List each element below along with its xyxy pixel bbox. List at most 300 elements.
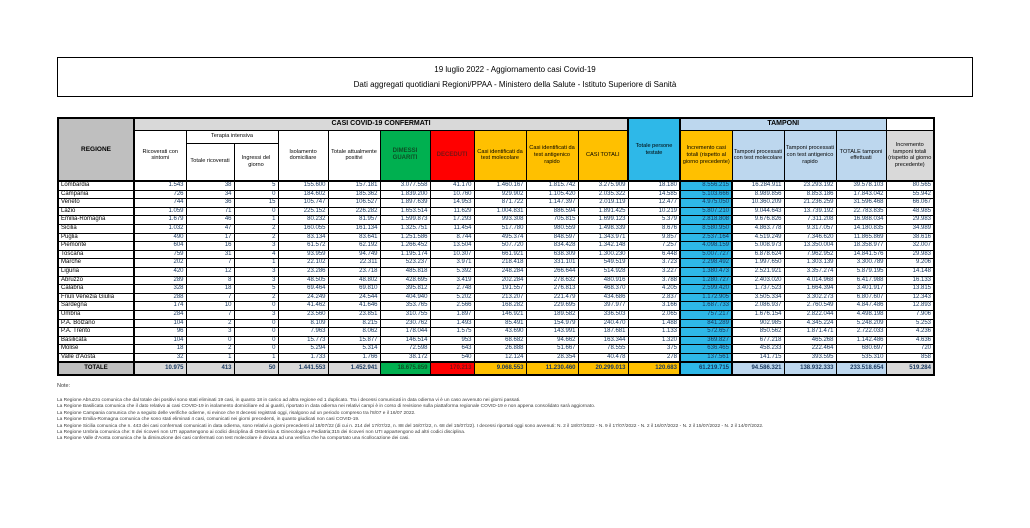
value-cell: 8.062: [328, 328, 380, 337]
value-cell: 226.282: [328, 207, 380, 216]
value-cell: 841.289: [680, 319, 732, 328]
value-cell: 16.284.911: [732, 181, 784, 190]
title-line-2: Dati aggregati quotidiani Regioni/PPAA - Ministero della Salute - Istituto Superiore di Sanità: [353, 80, 677, 89]
table-row: [58, 190, 934, 199]
value-cell: 120.683: [628, 362, 680, 375]
value-cell: 3.971: [430, 259, 474, 268]
value-cell: 353.765: [380, 302, 430, 311]
value-cell: 41.170: [430, 181, 474, 190]
value-cell: 23.560: [278, 310, 328, 319]
value-cell: 278.632: [526, 276, 578, 285]
value-cell: 4.863.778: [732, 224, 784, 233]
value-cell: 636.465: [680, 345, 732, 354]
value-cell: 61.219.715: [680, 362, 732, 375]
col-header-regione: REGIONE: [58, 118, 134, 181]
value-cell: 1.342.148: [578, 242, 628, 251]
value-cell: 43.690: [474, 328, 526, 337]
value-cell: 549.519: [578, 259, 628, 268]
value-cell: 7.311.208: [784, 216, 836, 225]
value-cell: 106.527: [328, 199, 380, 208]
value-cell: 3.401.917: [836, 285, 886, 294]
value-cell: 146.514: [380, 336, 430, 345]
value-cell: 4: [234, 250, 278, 259]
value-cell: 8.853.186: [784, 190, 836, 199]
region-cell: Lazio: [58, 207, 134, 216]
value-cell: 32: [134, 353, 186, 362]
value-cell: 93.959: [278, 250, 328, 259]
table-row: [58, 250, 934, 259]
value-cell: 6.417.988: [836, 276, 886, 285]
value-cell: 288: [134, 293, 186, 302]
value-cell: 10.760: [430, 190, 474, 199]
value-cell: 68.682: [474, 336, 526, 345]
value-cell: 2: [234, 224, 278, 233]
value-cell: 16.988.034: [836, 216, 886, 225]
value-cell: 104: [134, 319, 186, 328]
value-cell: 71: [186, 207, 234, 216]
value-cell: 94.749: [328, 250, 380, 259]
value-cell: 1.488: [628, 319, 680, 328]
value-cell: 80.232: [278, 216, 328, 225]
value-cell: 187.681: [578, 328, 628, 337]
note-item: La Regione Umbria comunica che: 8 dei ricoveri non UTI appartengono ai codici disciplina di Ostetricia & Ginecologia e Pediatria;315 dei ricoveri non UTI appartengono ad altri codici disciplina.: [57, 430, 466, 436]
col-header-incremento-casi: Incremento casi totali (rispetto al giorno precedente): [680, 130, 732, 181]
value-cell: 5.879.195: [836, 267, 886, 276]
col-header-tamponi-molecolare: Tamponi processati con test molecolare: [732, 130, 784, 181]
value-cell: 4.098.159: [680, 242, 732, 251]
value-cell: 375: [628, 345, 680, 354]
value-cell: 289: [134, 276, 186, 285]
value-cell: 604: [134, 242, 186, 251]
value-cell: 48.802: [328, 276, 380, 285]
value-cell: 40.478: [578, 353, 628, 362]
value-cell: 953: [430, 336, 474, 345]
value-cell: 2.065: [628, 310, 680, 319]
value-cell: 3.166: [628, 302, 680, 311]
value-cell: 11.454: [430, 224, 474, 233]
value-cell: 105.747: [278, 199, 328, 208]
value-cell: 465.268: [784, 336, 836, 345]
value-cell: 18.675.859: [380, 362, 430, 375]
value-cell: 0: [186, 336, 234, 345]
value-cell: 17: [186, 233, 234, 242]
value-cell: 1.133: [628, 328, 680, 337]
region-cell: Umbria: [58, 310, 134, 319]
col-header-incremento-tamponi: Incremento tamponi totali (rispetto al giorno precedente): [886, 130, 934, 181]
value-cell: 848.597: [526, 233, 578, 242]
value-cell: 517.780: [474, 224, 526, 233]
value-cell: 157.181: [328, 181, 380, 190]
value-cell: 9.068.553: [474, 362, 526, 375]
value-cell: 468.370: [578, 285, 628, 294]
value-cell: 0: [234, 336, 278, 345]
col-header-ingressi-giorno: Ingressi del giorno: [234, 143, 278, 181]
value-cell: 3.419: [430, 276, 474, 285]
table-body: [58, 181, 934, 375]
table-header: [58, 118, 934, 181]
note-item: La Regione Abruzzo comunica che dal totale dei positivi sono stati eliminati 19 casi, in quanto 18 in carico ad altra regione ed 1 duplicato. Tra i decessi comunicati in data odierna vi è un caso avvenuto nei giorni passati.: [57, 398, 521, 403]
value-cell: 0: [234, 345, 278, 354]
value-cell: 1.679: [134, 216, 186, 225]
value-cell: 2.035.322: [578, 190, 628, 199]
value-cell: 15.877: [328, 336, 380, 345]
value-cell: 4.236: [886, 328, 934, 337]
value-cell: 523.237: [380, 259, 430, 268]
value-cell: 1.733: [278, 353, 328, 362]
value-cell: 218.418: [474, 259, 526, 268]
notes-label: Note:: [57, 383, 71, 389]
value-cell: 993.308: [474, 216, 526, 225]
value-cell: 5.007.727: [680, 250, 732, 259]
value-cell: 2.019.119: [578, 199, 628, 208]
value-cell: 1.599.873: [380, 216, 430, 225]
table-row: [58, 267, 934, 276]
value-cell: 32.007: [886, 242, 934, 251]
value-cell: 5.202: [430, 293, 474, 302]
table-row: [58, 319, 934, 328]
value-cell: 29.983: [886, 250, 934, 259]
value-cell: 1.897: [430, 310, 474, 319]
value-cell: 202: [134, 259, 186, 268]
value-cell: 13.504: [430, 242, 474, 251]
col-header-dimessi-guariti: DIMESSI GUARITI: [380, 130, 430, 181]
value-cell: 3.077.558: [380, 181, 430, 190]
table-row: [58, 302, 934, 311]
value-cell: 1.575: [430, 328, 474, 337]
value-cell: 174: [134, 302, 186, 311]
value-cell: 104: [134, 336, 186, 345]
value-cell: 1.303.139: [784, 259, 836, 268]
value-cell: 4.014.968: [784, 276, 836, 285]
value-cell: 1.105.420: [526, 190, 578, 199]
value-cell: 5: [234, 181, 278, 190]
value-cell: 420: [134, 267, 186, 276]
note-item: La Regione Sicilia comunica che n. 443 dei casi confermati comunicati in data odierna, sono relativi a giorni precedenti al 18/07/22 (di cui n. 214 del 17/07/22, n. 88 del 16/07/22, n. 68 del 15/07/22). I decessi riportati oggi sono avvenuti: N. 2 il 18/07/2022 - N. 9 il 17/07/2022 - N. 2 il 16/07/2022 - N. 2 il 15/07/2022 - N. 2 il 14/07/2022.: [57, 423, 764, 429]
value-cell: 3.357.274: [784, 267, 836, 276]
region-cell: TOTALE: [58, 362, 134, 375]
table-row: [58, 242, 934, 251]
value-cell: 34: [186, 190, 234, 199]
value-cell: 36: [186, 199, 234, 208]
value-cell: 1.493: [430, 319, 474, 328]
value-cell: 7: [186, 293, 234, 302]
value-cell: 248.284: [474, 267, 526, 276]
value-cell: 202.284: [474, 276, 526, 285]
value-cell: 9.857: [628, 233, 680, 242]
value-cell: 18.180: [628, 181, 680, 190]
region-cell: Lombardia: [58, 181, 134, 190]
value-cell: 5: [234, 285, 278, 294]
value-cell: 4.498.198: [836, 310, 886, 319]
value-cell: 26.888: [474, 345, 526, 354]
value-cell: 6.807.607: [836, 293, 886, 302]
value-cell: 46: [186, 216, 234, 225]
value-cell: 2.822.044: [784, 310, 836, 319]
value-cell: 3.505.334: [732, 293, 784, 302]
value-cell: 1.871.471: [784, 328, 836, 337]
value-cell: 10.975: [134, 362, 186, 375]
value-cell: 233.518.654: [836, 362, 886, 375]
value-cell: 413: [186, 362, 234, 375]
value-cell: 0: [234, 190, 278, 199]
col-header-tamponi-antigenico: Tamponi processati con test antigenico rapido: [784, 130, 836, 181]
value-cell: 12: [186, 267, 234, 276]
value-cell: 397.977: [578, 302, 628, 311]
value-cell: 14.585: [628, 190, 680, 199]
value-cell: 163.344: [578, 336, 628, 345]
value-cell: 85.491: [474, 319, 526, 328]
value-cell: 225.152: [278, 207, 328, 216]
value-cell: 14.148: [886, 267, 934, 276]
value-cell: 8.556.215: [680, 181, 732, 190]
value-cell: 5.253: [886, 319, 934, 328]
value-cell: 1.997.650: [732, 259, 784, 268]
value-cell: 6.448: [628, 250, 680, 259]
value-cell: 16: [186, 242, 234, 251]
value-cell: 62.192: [328, 242, 380, 251]
value-cell: 170.213: [430, 362, 474, 375]
value-cell: 38: [186, 181, 234, 190]
value-cell: 2.403.020: [732, 276, 784, 285]
value-cell: 15.773: [278, 336, 328, 345]
value-cell: 2: [186, 345, 234, 354]
region-cell: Toscana: [58, 250, 134, 259]
value-cell: 38.616: [886, 233, 934, 242]
value-cell: 160.055: [278, 224, 328, 233]
value-cell: 11.865.869: [836, 233, 886, 242]
region-cell: Abruzzo: [58, 276, 134, 285]
value-cell: 393.595: [784, 353, 836, 362]
covid-data-table: [57, 117, 935, 376]
col-header-casi-molecolare: Casi identificati da test molecolare: [474, 130, 526, 181]
value-cell: 535.310: [836, 353, 886, 362]
value-cell: 3: [234, 276, 278, 285]
value-cell: 240.470: [578, 319, 628, 328]
value-cell: 980.559: [526, 224, 578, 233]
value-cell: 22.102: [278, 259, 328, 268]
table-row: [58, 216, 934, 225]
value-cell: 138.932.333: [784, 362, 836, 375]
value-cell: 1.452.941: [328, 362, 380, 375]
value-cell: 51.667: [526, 345, 578, 354]
value-cell: 2.599.420: [680, 285, 732, 294]
value-cell: 3.302.273: [784, 293, 836, 302]
value-cell: 96: [134, 328, 186, 337]
value-cell: 11.629: [430, 207, 474, 216]
value-cell: 184.602: [278, 190, 328, 199]
value-cell: 5.248.209: [836, 319, 886, 328]
value-cell: 18.358.977: [836, 242, 886, 251]
value-cell: 2: [186, 319, 234, 328]
value-cell: 80.565: [886, 181, 934, 190]
value-cell: 643: [430, 345, 474, 354]
table-row: [58, 345, 934, 354]
notes-list: [57, 398, 1002, 443]
value-cell: 2.566: [430, 302, 474, 311]
value-cell: 10: [186, 302, 234, 311]
value-cell: 3.788: [628, 276, 680, 285]
value-cell: 276.813: [526, 285, 578, 294]
value-cell: 4.975.050: [680, 199, 732, 208]
value-cell: 23.286: [278, 267, 328, 276]
value-cell: 1: [234, 353, 278, 362]
value-cell: 5.294: [278, 345, 328, 354]
value-cell: 20.299.013: [578, 362, 628, 375]
value-cell: 677.218: [732, 336, 784, 345]
value-cell: 507.720: [474, 242, 526, 251]
value-cell: 1: [186, 353, 234, 362]
value-cell: 871.722: [474, 199, 526, 208]
value-cell: 1.300.230: [578, 250, 628, 259]
value-cell: 178.044: [380, 328, 430, 337]
group-header-terapia-intensiva: Terapia intensiva: [186, 130, 278, 143]
value-cell: 137.561: [680, 353, 732, 362]
value-cell: 61.572: [278, 242, 328, 251]
value-cell: 5.807.210: [680, 207, 732, 216]
value-cell: 23.718: [328, 267, 380, 276]
value-cell: 2: [234, 233, 278, 242]
value-cell: 13.350.004: [784, 242, 836, 251]
value-cell: 1.543: [134, 181, 186, 190]
col-header-persone-testate: Totale persone testate: [628, 118, 680, 181]
table-row: [58, 336, 934, 345]
value-cell: 23.293.192: [784, 181, 836, 190]
table-row: [58, 181, 934, 190]
value-cell: 9.676.826: [732, 216, 784, 225]
value-cell: 14.953: [430, 199, 474, 208]
value-cell: 336.503: [578, 310, 628, 319]
col-header-attualmente-positivi: Totale attualmente positivi: [328, 130, 380, 181]
value-cell: 12.893: [886, 302, 934, 311]
value-cell: 1.172.905: [680, 293, 732, 302]
table-row: [58, 207, 934, 216]
value-cell: 3.275.909: [578, 181, 628, 190]
value-cell: 6.878.624: [732, 250, 784, 259]
value-cell: 1.460.167: [474, 181, 526, 190]
value-cell: 1.320: [628, 336, 680, 345]
value-cell: 1.653.514: [380, 207, 430, 216]
value-cell: 10.307: [430, 250, 474, 259]
total-row: [58, 362, 934, 375]
value-cell: 1.766: [328, 353, 380, 362]
table-row: [58, 353, 934, 362]
value-cell: 1.059: [134, 207, 186, 216]
value-cell: 3: [186, 328, 234, 337]
value-cell: 3.227: [628, 267, 680, 276]
page-title: [57, 57, 973, 97]
value-cell: 39.578.103: [836, 181, 886, 190]
value-cell: 3: [234, 242, 278, 251]
value-cell: 4.205: [628, 285, 680, 294]
value-cell: 1.032: [134, 224, 186, 233]
value-cell: 720: [886, 345, 934, 354]
value-cell: 78.555: [578, 345, 628, 354]
value-cell: 143.991: [526, 328, 578, 337]
value-cell: 1.664.394: [784, 285, 836, 294]
region-cell: Calabria: [58, 285, 134, 294]
value-cell: 141.715: [732, 353, 784, 362]
value-cell: 485.818: [380, 267, 430, 276]
value-cell: 12.477: [628, 199, 680, 208]
value-cell: 434.686: [578, 293, 628, 302]
value-cell: 69.810: [328, 285, 380, 294]
value-cell: 1.815.742: [526, 181, 578, 190]
value-cell: 191.557: [474, 285, 526, 294]
value-cell: 2.748: [430, 285, 474, 294]
col-header-casi-antigenico: Casi identificati da test antigenico rapido: [526, 130, 578, 181]
value-cell: 213.207: [474, 293, 526, 302]
table-row: [58, 293, 934, 302]
value-cell: 572.657: [680, 328, 732, 337]
value-cell: 1.251.586: [380, 233, 430, 242]
note-item: La Regione Emilia-Romagna comunica che sono stati eliminati 4 casi, comunicati nei giorni precedenti, in quanto giudicati non casi COVID-19.: [57, 417, 360, 423]
value-cell: 2.722.033: [836, 328, 886, 337]
value-cell: 222.464: [784, 345, 836, 354]
value-cell: 11.230.460: [526, 362, 578, 375]
value-cell: 369.827: [680, 336, 732, 345]
value-cell: 50: [234, 362, 278, 375]
value-cell: 5.103.666: [680, 190, 732, 199]
region-cell: Emilia-Romagna: [58, 216, 134, 225]
value-cell: 48.985: [886, 207, 934, 216]
value-cell: 22.311: [328, 259, 380, 268]
value-cell: 1.897.639: [380, 199, 430, 208]
value-cell: 1.687.733: [680, 302, 732, 311]
table-row: [58, 259, 934, 268]
value-cell: 29.983: [886, 216, 934, 225]
table-row: [58, 276, 934, 285]
value-cell: 146.921: [474, 310, 526, 319]
value-cell: 34.989: [886, 224, 934, 233]
value-cell: 2: [234, 293, 278, 302]
value-cell: 1.195.174: [380, 250, 430, 259]
value-cell: 7: [186, 310, 234, 319]
region-cell: Sardegna: [58, 302, 134, 311]
value-cell: 14.841.576: [836, 250, 886, 259]
value-cell: 1.380.473: [680, 267, 732, 276]
value-cell: 94.662: [526, 336, 578, 345]
value-cell: 31: [186, 250, 234, 259]
region-cell: P.A. Trento: [58, 328, 134, 337]
value-cell: 3: [234, 267, 278, 276]
value-cell: 4.345.224: [784, 319, 836, 328]
value-cell: 168.282: [474, 302, 526, 311]
value-cell: 221.479: [526, 293, 578, 302]
value-cell: 902.985: [732, 319, 784, 328]
value-cell: 229.695: [526, 302, 578, 311]
value-cell: 161.134: [328, 224, 380, 233]
value-cell: 31.596.468: [836, 199, 886, 208]
value-cell: 1.441.553: [278, 362, 328, 375]
value-cell: 680.697: [836, 345, 886, 354]
value-cell: 7: [186, 259, 234, 268]
value-cell: 13.739.192: [784, 207, 836, 216]
region-cell: Valle d'Aosta: [58, 353, 134, 362]
value-cell: 18: [186, 285, 234, 294]
value-cell: 886.594: [526, 207, 578, 216]
value-cell: 519.284: [886, 362, 934, 375]
value-cell: 24.544: [328, 293, 380, 302]
value-cell: 9.206: [886, 259, 934, 268]
value-cell: 1: [234, 216, 278, 225]
value-cell: 4.636: [886, 336, 934, 345]
region-cell: Liguria: [58, 267, 134, 276]
col-header-ricoverati: Ricoverati con sintomi: [134, 130, 186, 181]
value-cell: 14.180.835: [836, 224, 886, 233]
value-cell: 661.921: [474, 250, 526, 259]
value-cell: 1.280.727: [680, 276, 732, 285]
note-item: La Regione Campania comunica che a seguito delle verifiche odierne, si evince che 8 decessi registrati oggi, risalgono ad un periodo compreso tra l'8/07 e il 16/07 2022.: [57, 410, 416, 416]
